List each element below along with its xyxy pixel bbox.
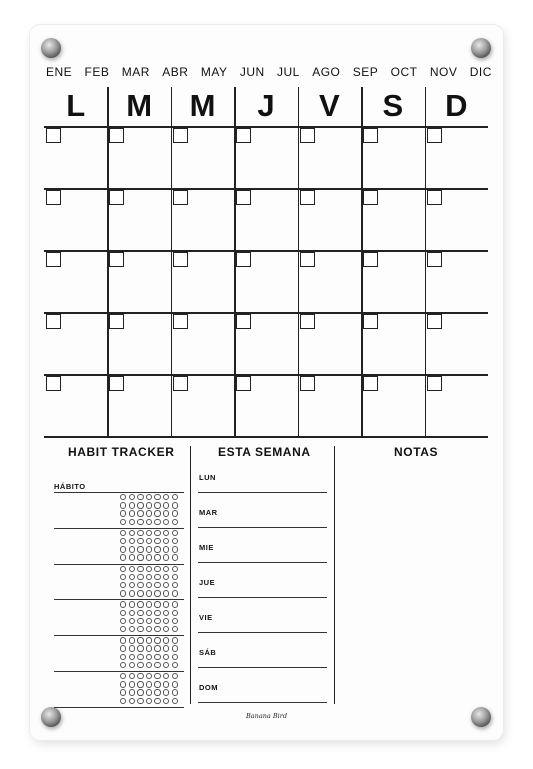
week-day-label: VIE bbox=[199, 613, 213, 622]
habit-check-dot[interactable] bbox=[146, 610, 152, 616]
month-label: AGO bbox=[312, 65, 341, 79]
month-label: OCT bbox=[390, 65, 418, 79]
habit-check-dot[interactable] bbox=[120, 618, 126, 624]
habit-check-dot[interactable] bbox=[129, 510, 135, 516]
habit-check-dot[interactable] bbox=[129, 654, 135, 660]
weekday-header: D bbox=[445, 88, 468, 123]
calendar-day-cell[interactable] bbox=[425, 312, 488, 374]
habit-check-dot[interactable] bbox=[146, 673, 152, 679]
habit-check-dot[interactable] bbox=[120, 546, 126, 552]
habit-check-dot[interactable] bbox=[172, 610, 178, 616]
week-day-label: SÁB bbox=[199, 648, 217, 657]
weekday-header: M bbox=[126, 88, 153, 123]
habit-check-dot[interactable] bbox=[146, 681, 152, 687]
habit-check-dot[interactable] bbox=[172, 494, 178, 500]
habit-check-dot[interactable] bbox=[163, 538, 169, 544]
date-number-box[interactable] bbox=[236, 252, 251, 267]
notas-area[interactable] bbox=[340, 462, 488, 702]
habit-check-dot[interactable] bbox=[137, 502, 143, 508]
habit-check-dot[interactable] bbox=[120, 494, 126, 500]
date-number-box[interactable] bbox=[236, 128, 251, 143]
habit-check-dot[interactable] bbox=[163, 554, 169, 560]
habit-check-dot[interactable] bbox=[120, 554, 126, 560]
calendar-day-cell[interactable] bbox=[298, 374, 361, 436]
date-number-box[interactable] bbox=[46, 376, 61, 391]
habit-check-dot[interactable] bbox=[154, 618, 160, 624]
habit-check-dot[interactable] bbox=[146, 582, 152, 588]
date-number-box[interactable] bbox=[300, 252, 315, 267]
date-number-box[interactable] bbox=[363, 190, 378, 205]
week-day-label: LUN bbox=[199, 473, 216, 482]
habit-check-dot[interactable] bbox=[137, 681, 143, 687]
habit-check-dot[interactable] bbox=[120, 519, 126, 525]
habit-check-dot[interactable] bbox=[172, 538, 178, 544]
month-label: NOV bbox=[429, 65, 458, 79]
habit-check-dot[interactable] bbox=[172, 618, 178, 624]
habit-column-label: HÁBITO bbox=[54, 482, 86, 491]
habit-check-dot[interactable] bbox=[137, 689, 143, 695]
week-day-line[interactable] bbox=[198, 667, 327, 668]
habit-check-dot[interactable] bbox=[172, 698, 178, 704]
habit-check-dot[interactable] bbox=[154, 601, 160, 607]
calendar-day-cell[interactable] bbox=[361, 312, 424, 374]
habit-check-dot[interactable] bbox=[137, 698, 143, 704]
habit-check-dot[interactable] bbox=[172, 582, 178, 588]
weekday-header: M bbox=[189, 88, 216, 123]
habit-dot-grid bbox=[120, 601, 180, 634]
calendar-day-cell[interactable] bbox=[298, 126, 361, 188]
habit-check-dot[interactable] bbox=[154, 698, 160, 704]
habit-check-dot[interactable] bbox=[137, 582, 143, 588]
weekday-header: V bbox=[319, 88, 340, 123]
date-number-box[interactable] bbox=[109, 376, 124, 391]
calendar-day-cell[interactable] bbox=[234, 126, 297, 188]
habit-row-line bbox=[54, 528, 184, 529]
date-number-box[interactable] bbox=[236, 190, 251, 205]
habit-dot-grid bbox=[120, 566, 180, 599]
habit-check-dot[interactable] bbox=[172, 626, 178, 632]
calendar-day-cell[interactable] bbox=[107, 126, 170, 188]
date-number-box[interactable] bbox=[427, 376, 442, 391]
date-number-box[interactable] bbox=[46, 190, 61, 205]
habit-check-dot[interactable] bbox=[146, 538, 152, 544]
habit-check-dot[interactable] bbox=[163, 645, 169, 651]
habit-check-dot[interactable] bbox=[154, 566, 160, 572]
habit-divider bbox=[190, 446, 191, 704]
habit-check-dot[interactable] bbox=[154, 546, 160, 552]
habit-check-dot[interactable] bbox=[137, 546, 143, 552]
date-number-box[interactable] bbox=[109, 128, 124, 143]
calendar-day-cell[interactable] bbox=[107, 312, 170, 374]
habit-check-dot[interactable] bbox=[137, 626, 143, 632]
habit-check-dot[interactable] bbox=[163, 637, 169, 643]
habit-check-dot[interactable] bbox=[154, 582, 160, 588]
calendar-day-cell[interactable] bbox=[425, 250, 488, 312]
habit-check-dot[interactable] bbox=[154, 574, 160, 580]
habit-check-dot[interactable] bbox=[120, 566, 126, 572]
habit-row-line bbox=[54, 564, 184, 565]
habit-check-dot[interactable] bbox=[129, 689, 135, 695]
brand-logo: Banana Bird bbox=[246, 712, 287, 720]
date-number-box[interactable] bbox=[300, 314, 315, 329]
habit-dot-grid bbox=[120, 530, 180, 563]
calendar-day-cell[interactable] bbox=[107, 188, 170, 250]
habit-check-dot[interactable] bbox=[129, 582, 135, 588]
week-day-line[interactable] bbox=[198, 492, 327, 493]
habit-check-dot[interactable] bbox=[154, 645, 160, 651]
habit-check-dot[interactable] bbox=[137, 566, 143, 572]
habit-check-dot[interactable] bbox=[154, 673, 160, 679]
calendar-day-cell[interactable] bbox=[171, 250, 234, 312]
month-label: JUL bbox=[277, 65, 300, 79]
date-number-box[interactable] bbox=[427, 252, 442, 267]
month-label: MAR bbox=[121, 65, 150, 79]
calendar-day-cell[interactable] bbox=[44, 188, 107, 250]
habit-check-dot[interactable] bbox=[154, 502, 160, 508]
week-day-label: MAR bbox=[199, 508, 218, 517]
monthly-calendar-grid bbox=[44, 87, 488, 436]
habit-check-dot[interactable] bbox=[163, 546, 169, 552]
date-number-box[interactable] bbox=[363, 128, 378, 143]
date-number-box[interactable] bbox=[173, 128, 188, 143]
habit-check-dot[interactable] bbox=[163, 681, 169, 687]
habit-check-dot[interactable] bbox=[129, 626, 135, 632]
habit-check-dot[interactable] bbox=[163, 654, 169, 660]
date-number-box[interactable] bbox=[109, 314, 124, 329]
habit-check-dot[interactable] bbox=[120, 502, 126, 508]
habit-check-dot[interactable] bbox=[172, 673, 178, 679]
habit-row-line bbox=[54, 635, 184, 636]
habit-check-dot[interactable] bbox=[129, 546, 135, 552]
habit-row-line bbox=[54, 707, 184, 708]
habit-check-dot[interactable] bbox=[129, 645, 135, 651]
standoff-screw-icon bbox=[41, 38, 61, 58]
habit-check-dot[interactable] bbox=[120, 681, 126, 687]
calendar-day-cell[interactable] bbox=[361, 374, 424, 436]
habit-check-dot[interactable] bbox=[172, 637, 178, 643]
calendar-day-cell[interactable] bbox=[234, 188, 297, 250]
date-number-box[interactable] bbox=[46, 128, 61, 143]
weekday-header: J bbox=[257, 88, 275, 123]
habit-check-dot[interactable] bbox=[146, 530, 152, 536]
habit-check-dot[interactable] bbox=[163, 510, 169, 516]
habit-check-dot[interactable] bbox=[137, 601, 143, 607]
habit-check-dot[interactable] bbox=[154, 554, 160, 560]
date-number-box[interactable] bbox=[363, 252, 378, 267]
habit-dot-grid bbox=[120, 637, 180, 670]
habit-check-dot[interactable] bbox=[137, 538, 143, 544]
habit-check-dot[interactable] bbox=[172, 530, 178, 536]
habit-check-dot[interactable] bbox=[120, 662, 126, 668]
habit-check-dot[interactable] bbox=[172, 590, 178, 596]
month-label: JUN bbox=[239, 65, 265, 79]
date-number-box[interactable] bbox=[427, 314, 442, 329]
habit-check-dot[interactable] bbox=[137, 574, 143, 580]
habit-check-dot[interactable] bbox=[146, 566, 152, 572]
habit-check-dot[interactable] bbox=[129, 530, 135, 536]
date-number-box[interactable] bbox=[300, 376, 315, 391]
habit-check-dot[interactable] bbox=[146, 654, 152, 660]
habit-check-dot[interactable] bbox=[146, 510, 152, 516]
habit-check-dot[interactable] bbox=[146, 554, 152, 560]
habit-check-dot[interactable] bbox=[163, 574, 169, 580]
month-label: FEB bbox=[84, 65, 110, 79]
date-number-box[interactable] bbox=[109, 252, 124, 267]
habit-check-dot[interactable] bbox=[120, 574, 126, 580]
habit-check-dot[interactable] bbox=[172, 662, 178, 668]
habit-check-dot[interactable] bbox=[129, 494, 135, 500]
habit-check-dot[interactable] bbox=[146, 662, 152, 668]
date-number-box[interactable] bbox=[363, 314, 378, 329]
habit-check-dot[interactable] bbox=[172, 601, 178, 607]
habit-check-dot[interactable] bbox=[129, 610, 135, 616]
calendar-day-cell[interactable] bbox=[171, 312, 234, 374]
habit-check-dot[interactable] bbox=[129, 590, 135, 596]
month-label: MAY bbox=[200, 65, 228, 79]
month-label: ABR bbox=[162, 65, 189, 79]
esta-semana-title: ESTA SEMANA bbox=[218, 445, 311, 459]
calendar-day-cell[interactable] bbox=[171, 126, 234, 188]
calendar-day-cell[interactable] bbox=[361, 126, 424, 188]
date-number-box[interactable] bbox=[236, 376, 251, 391]
habit-check-dot[interactable] bbox=[137, 662, 143, 668]
habit-check-dot[interactable] bbox=[154, 681, 160, 687]
date-number-box[interactable] bbox=[173, 190, 188, 205]
habit-check-dot[interactable] bbox=[172, 654, 178, 660]
habit-check-dot[interactable] bbox=[137, 530, 143, 536]
calendar-day-cell[interactable] bbox=[361, 250, 424, 312]
month-label: SEP bbox=[352, 65, 379, 79]
habit-check-dot[interactable] bbox=[154, 637, 160, 643]
calendar-day-cell[interactable] bbox=[361, 188, 424, 250]
calendar-day-cell[interactable] bbox=[44, 250, 107, 312]
habit-check-dot[interactable] bbox=[120, 645, 126, 651]
month-label: DIC bbox=[469, 65, 492, 79]
habit-check-dot[interactable] bbox=[120, 673, 126, 679]
habit-check-dot[interactable] bbox=[137, 645, 143, 651]
habit-check-dot[interactable] bbox=[129, 566, 135, 572]
week-day-line[interactable] bbox=[198, 702, 327, 703]
habit-check-dot[interactable] bbox=[163, 673, 169, 679]
calendar-day-cell[interactable] bbox=[425, 126, 488, 188]
calendar-day-cell[interactable] bbox=[234, 312, 297, 374]
habit-check-dot[interactable] bbox=[163, 530, 169, 536]
habit-check-dot[interactable] bbox=[154, 519, 160, 525]
habit-check-dot[interactable] bbox=[129, 502, 135, 508]
habit-check-dot[interactable] bbox=[172, 519, 178, 525]
habit-check-dot[interactable] bbox=[146, 574, 152, 580]
habit-check-dot[interactable] bbox=[129, 574, 135, 580]
date-number-box[interactable] bbox=[427, 128, 442, 143]
date-number-box[interactable] bbox=[46, 252, 61, 267]
habit-row-line bbox=[54, 599, 184, 600]
calendar-day-cell[interactable] bbox=[234, 374, 297, 436]
habit-check-dot[interactable] bbox=[146, 637, 152, 643]
week-day-line[interactable] bbox=[198, 562, 327, 563]
calendar-day-cell[interactable] bbox=[171, 188, 234, 250]
habit-check-dot[interactable] bbox=[154, 654, 160, 660]
date-number-box[interactable] bbox=[300, 190, 315, 205]
habit-tracker-title: HABIT TRACKER bbox=[68, 445, 175, 459]
habit-check-dot[interactable] bbox=[163, 626, 169, 632]
week-day-line[interactable] bbox=[198, 597, 327, 598]
habit-check-dot[interactable] bbox=[172, 566, 178, 572]
habit-check-dot[interactable] bbox=[120, 510, 126, 516]
habit-check-dot[interactable] bbox=[146, 519, 152, 525]
habit-check-dot[interactable] bbox=[146, 618, 152, 624]
habit-check-dot[interactable] bbox=[137, 510, 143, 516]
habit-check-dot[interactable] bbox=[172, 681, 178, 687]
week-day-line[interactable] bbox=[198, 632, 327, 633]
months-row bbox=[46, 65, 492, 79]
habit-check-dot[interactable] bbox=[129, 637, 135, 643]
habit-check-dot[interactable] bbox=[146, 590, 152, 596]
date-number-box[interactable] bbox=[236, 314, 251, 329]
habit-check-dot[interactable] bbox=[172, 502, 178, 508]
habit-check-dot[interactable] bbox=[154, 590, 160, 596]
weekday-header: L bbox=[66, 88, 86, 123]
habit-check-dot[interactable] bbox=[172, 574, 178, 580]
habit-check-dot[interactable] bbox=[172, 689, 178, 695]
habit-check-dot[interactable] bbox=[163, 590, 169, 596]
habit-check-dot[interactable] bbox=[146, 645, 152, 651]
habit-check-dot[interactable] bbox=[172, 554, 178, 560]
habit-check-dot[interactable] bbox=[146, 601, 152, 607]
calendar-day-cell[interactable] bbox=[171, 374, 234, 436]
habit-check-dot[interactable] bbox=[154, 662, 160, 668]
habit-check-dot[interactable] bbox=[120, 582, 126, 588]
habit-check-dot[interactable] bbox=[154, 530, 160, 536]
habit-check-dot[interactable] bbox=[146, 494, 152, 500]
date-number-box[interactable] bbox=[173, 376, 188, 391]
habit-check-dot[interactable] bbox=[163, 662, 169, 668]
habit-check-dot[interactable] bbox=[146, 689, 152, 695]
calendar-day-cell[interactable] bbox=[44, 312, 107, 374]
habit-check-dot[interactable] bbox=[154, 494, 160, 500]
habit-check-dot[interactable] bbox=[129, 698, 135, 704]
habit-check-dot[interactable] bbox=[146, 546, 152, 552]
habit-check-dot[interactable] bbox=[129, 681, 135, 687]
date-number-box[interactable] bbox=[363, 376, 378, 391]
week-day-label: MIE bbox=[199, 543, 214, 552]
habit-check-dot[interactable] bbox=[129, 618, 135, 624]
habit-check-dot[interactable] bbox=[129, 662, 135, 668]
calendar-day-cell[interactable] bbox=[425, 188, 488, 250]
habit-check-dot[interactable] bbox=[120, 698, 126, 704]
weekday-header: S bbox=[382, 88, 404, 123]
date-number-box[interactable] bbox=[427, 190, 442, 205]
habit-check-dot[interactable] bbox=[120, 590, 126, 596]
habit-check-dot[interactable] bbox=[154, 689, 160, 695]
habit-check-dot[interactable] bbox=[163, 610, 169, 616]
habit-check-dot[interactable] bbox=[154, 626, 160, 632]
habit-check-dot[interactable] bbox=[137, 610, 143, 616]
calendar-day-cell[interactable] bbox=[234, 250, 297, 312]
notas-title: NOTAS bbox=[394, 445, 439, 459]
habit-dot-grid bbox=[120, 494, 180, 527]
date-number-box[interactable] bbox=[173, 252, 188, 267]
habit-check-dot[interactable] bbox=[120, 530, 126, 536]
calendar-day-cell[interactable] bbox=[298, 250, 361, 312]
habit-check-dot[interactable] bbox=[120, 626, 126, 632]
week-day-line[interactable] bbox=[198, 527, 327, 528]
habit-check-dot[interactable] bbox=[129, 554, 135, 560]
habit-row-line bbox=[54, 492, 184, 493]
habit-check-dot[interactable] bbox=[146, 698, 152, 704]
habit-check-dot[interactable] bbox=[163, 502, 169, 508]
calendar-row-divider bbox=[44, 436, 488, 438]
habit-check-dot[interactable] bbox=[163, 566, 169, 572]
habit-dot-grid bbox=[120, 673, 180, 706]
habit-row-line bbox=[54, 671, 184, 672]
calendar-day-cell[interactable] bbox=[44, 126, 107, 188]
habit-check-dot[interactable] bbox=[129, 519, 135, 525]
habit-check-dot[interactable] bbox=[146, 502, 152, 508]
calendar-day-cell[interactable] bbox=[44, 374, 107, 436]
habit-check-dot[interactable] bbox=[120, 601, 126, 607]
week-day-label: JUE bbox=[199, 578, 216, 587]
habit-check-dot[interactable] bbox=[129, 673, 135, 679]
habit-check-dot[interactable] bbox=[137, 494, 143, 500]
habit-check-dot[interactable] bbox=[137, 637, 143, 643]
habit-check-dot[interactable] bbox=[172, 510, 178, 516]
habit-check-dot[interactable] bbox=[120, 689, 126, 695]
habit-check-dot[interactable] bbox=[163, 601, 169, 607]
habit-check-dot[interactable] bbox=[163, 698, 169, 704]
habit-check-dot[interactable] bbox=[120, 610, 126, 616]
habit-check-dot[interactable] bbox=[154, 610, 160, 616]
date-number-box[interactable] bbox=[173, 314, 188, 329]
date-number-box[interactable] bbox=[300, 128, 315, 143]
habit-check-dot[interactable] bbox=[137, 618, 143, 624]
habit-check-dot[interactable] bbox=[146, 626, 152, 632]
calendar-day-cell[interactable] bbox=[298, 312, 361, 374]
habit-check-dot[interactable] bbox=[163, 494, 169, 500]
habit-check-dot[interactable] bbox=[154, 538, 160, 544]
month-label: ENE bbox=[46, 65, 73, 79]
date-number-box[interactable] bbox=[46, 314, 61, 329]
calendar-day-cell[interactable] bbox=[107, 250, 170, 312]
habit-check-dot[interactable] bbox=[137, 673, 143, 679]
calendar-day-cell[interactable] bbox=[298, 188, 361, 250]
standoff-screw-icon bbox=[471, 38, 491, 58]
habit-check-dot[interactable] bbox=[137, 519, 143, 525]
habit-check-dot[interactable] bbox=[163, 582, 169, 588]
habit-check-dot[interactable] bbox=[163, 519, 169, 525]
habit-check-dot[interactable] bbox=[120, 654, 126, 660]
habit-check-dot[interactable] bbox=[137, 590, 143, 596]
habit-check-dot[interactable] bbox=[163, 618, 169, 624]
habit-check-dot[interactable] bbox=[120, 637, 126, 643]
calendar-day-cell[interactable] bbox=[425, 374, 488, 436]
calendar-day-cell[interactable] bbox=[107, 374, 170, 436]
habit-check-dot[interactable] bbox=[137, 554, 143, 560]
habit-check-dot[interactable] bbox=[120, 538, 126, 544]
week-day-label: DOM bbox=[199, 683, 218, 692]
habit-check-dot[interactable] bbox=[129, 538, 135, 544]
habit-check-dot[interactable] bbox=[129, 601, 135, 607]
habit-check-dot[interactable] bbox=[137, 654, 143, 660]
habit-check-dot[interactable] bbox=[172, 645, 178, 651]
notas-divider bbox=[334, 446, 335, 704]
habit-check-dot[interactable] bbox=[172, 546, 178, 552]
date-number-box[interactable] bbox=[109, 190, 124, 205]
habit-check-dot[interactable] bbox=[154, 510, 160, 516]
habit-check-dot[interactable] bbox=[163, 689, 169, 695]
